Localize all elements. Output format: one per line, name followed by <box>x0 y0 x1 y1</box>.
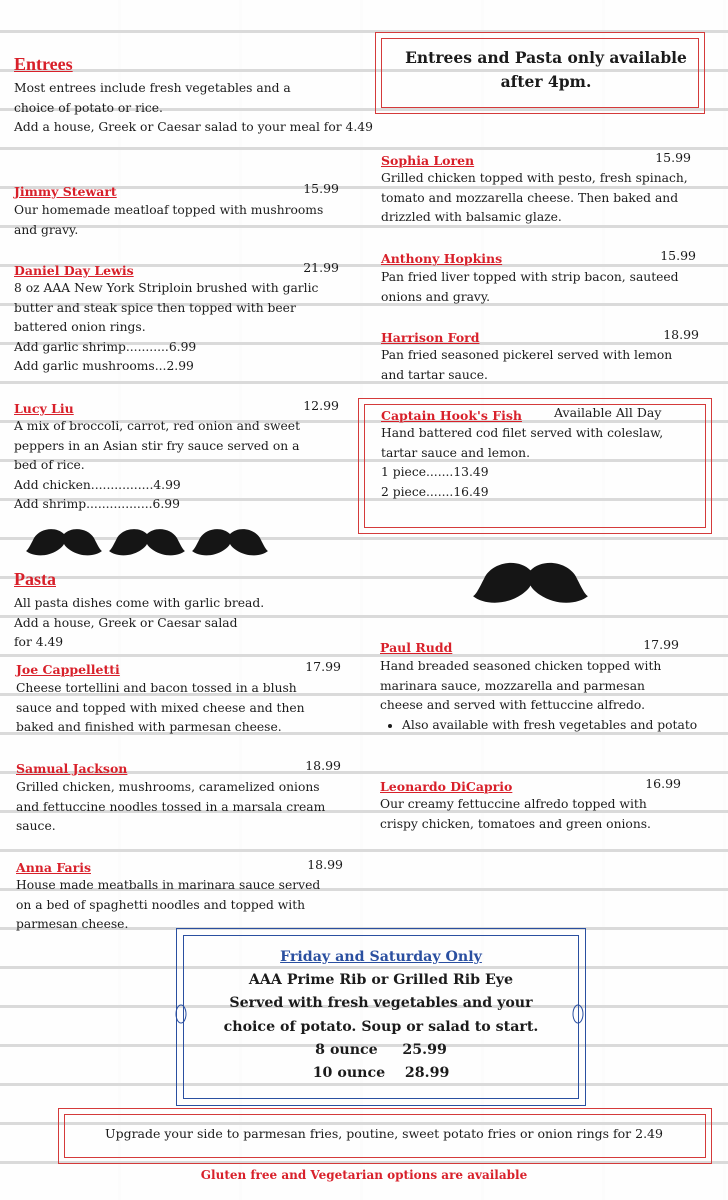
item-description: Hand battered cod filet served with coleslaw, tartar sauce and lemon. 1 piece.......13.49 2 piece.......16.49 <box>381 426 664 499</box>
item-name: Jimmy Stewart <box>14 184 117 199</box>
item-price: 21.99 <box>303 260 339 275</box>
item-option-note: • Also available with fresh vegetables and potato <box>402 716 700 736</box>
item-name: Daniel Day Lewis <box>14 263 134 278</box>
footer-note: Gluten free and Vegetarian options are available <box>200 1168 528 1182</box>
weekend-special-title: Friday and Saturday Only <box>280 949 482 965</box>
item-name: Leonardo DiCaprio <box>380 779 513 794</box>
item-description: Our homemade meatloaf topped with mushrooms and gravy. <box>14 203 324 237</box>
entrees-title: Entrees <box>14 54 73 74</box>
pasta-intro: All pasta dishes come with garlic bread. Add a house, Greek or Caesar salad for 4.49 <box>14 596 265 650</box>
item-name: Anthony Hopkins <box>381 251 503 266</box>
item-price: 17.99 <box>643 637 679 652</box>
item-price: 17.99 <box>305 659 341 674</box>
mustache-icon <box>109 529 185 555</box>
item-description: Pan fried seasoned pickerel served with lemon and tartar sauce. <box>381 348 673 382</box>
item-name: Anna Faris <box>16 860 91 875</box>
item-description: Cheese tortellini and bacon tossed in a blush sauce and topped with mixed cheese and then baked and finished with parmesan cheese. <box>16 681 305 735</box>
pasta-title: Pasta <box>14 569 56 589</box>
item-description: A mix of broccoli, carrot, red onion and sweet peppers in an Asian stir fry sauce served on a bed of rice. Add chicken................4.99 Add shrimp.................6.99 <box>14 419 301 512</box>
availability-note: Available All Day <box>554 405 662 420</box>
mustache-icon <box>192 529 268 555</box>
mustache-row-icon <box>26 522 271 562</box>
item-description: 8 oz AAA New York Striploin brushed with garlic butter and steak spice then topped with beer battered onion rings. Add garlic shrimp...........6.99 Add garlic mushrooms...2.99 <box>14 281 319 374</box>
item-description: Pan fried liver topped with strip bacon, sauteed onions and gravy. <box>381 270 679 304</box>
item-name: Lucy Liu <box>14 401 74 416</box>
item-name: Captain Hook's Fish <box>381 408 522 423</box>
item-description: Hand breaded seasoned chicken topped with marinara sauce, mozzarella and parmesan cheese and served with fettuccine alfredo. • Also available with fresh vegetables and potato <box>380 657 710 735</box>
mustache-icon <box>473 555 588 610</box>
item-name: Samual Jackson <box>16 761 128 776</box>
item-price: 12.99 <box>303 398 339 413</box>
notice-text: Entrees and Pasta only available after 4pm. <box>405 48 687 91</box>
item-name: Sophia Loren <box>381 153 475 168</box>
item-price: 16.99 <box>645 776 681 791</box>
item-price: 18.99 <box>305 758 341 773</box>
item-price: 15.99 <box>660 248 696 263</box>
upgrade-text: Upgrade your side to parmesan fries, poutine, sweet potato fries or onion rings for 2.49 <box>105 1126 663 1141</box>
weekend-special-content: Friday and Saturday Only AAA Prime Rib or Grilled Rib Eye Served with fresh vegetables and your choice of potato. Soup or salad to start. 8 ounce 25.99 10 ounce 28.99 <box>176 946 586 1085</box>
item-price: 15.99 <box>303 181 339 196</box>
item-price: 18.99 <box>307 857 343 872</box>
item-description: Grilled chicken, mushrooms, caramelized onions and fettuccine noodles tossed in a marsala cream sauce. <box>16 780 326 834</box>
mustache-icon <box>26 529 102 555</box>
item-description: House made meatballs in marinara sauce served on a bed of spaghetti noodles and topped with parmesan cheese. <box>16 878 321 932</box>
item-name: Paul Rudd <box>380 640 453 655</box>
item-price: 18.99 <box>663 327 699 342</box>
item-description: Grilled chicken topped with pesto, fresh spinach, tomato and mozzarella cheese. Then baked and drizzled with balsamic glaze. <box>381 171 688 225</box>
item-description: Our creamy fettuccine alfredo topped with crispy chicken, tomatoes and green onions. <box>380 797 651 831</box>
entrees-intro: Most entrees include fresh vegetables and a choice of potato or rice. Add a house, Greek or Caesar salad to your meal for 4.49 <box>14 81 373 135</box>
item-name: Harrison Ford <box>381 330 480 345</box>
item-price: 15.99 <box>655 150 691 165</box>
item-name: Joe Cappelletti <box>16 662 120 677</box>
